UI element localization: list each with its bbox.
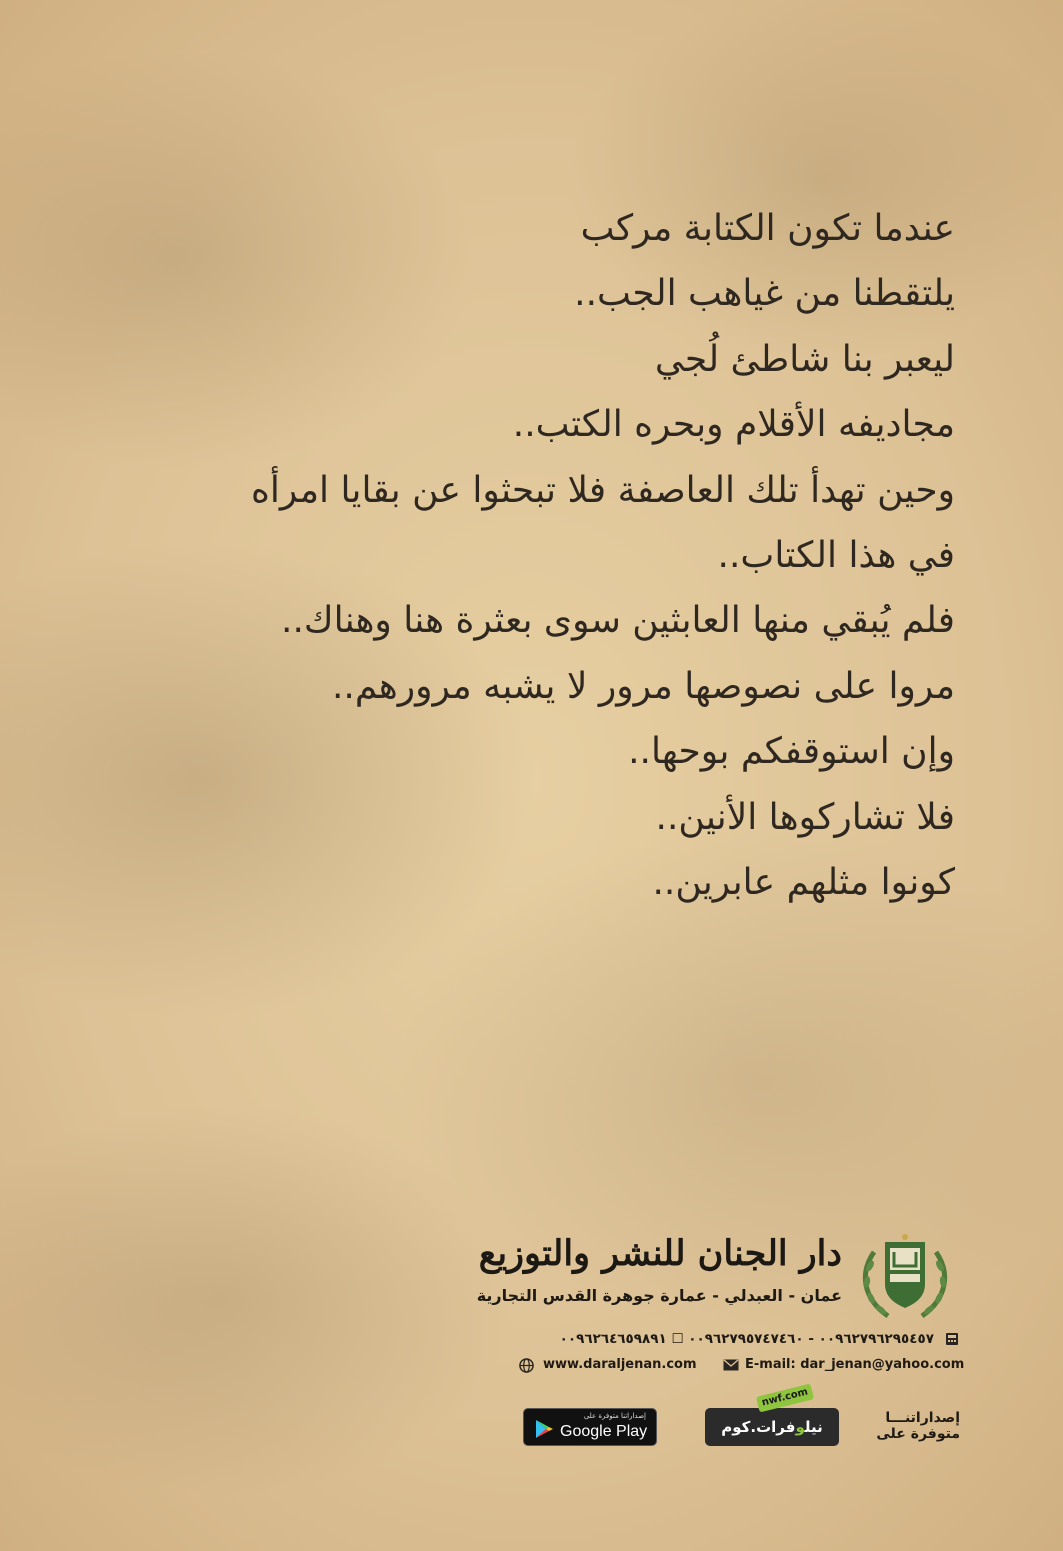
- globe-icon: [519, 1358, 534, 1373]
- google-play-icon: [534, 1419, 554, 1439]
- mail-icon: [723, 1359, 739, 1371]
- phone-icon: [944, 1331, 960, 1347]
- website-link[interactable]: www.daraljenan.com: [543, 1357, 697, 1372]
- poem-line-5: وحين تهدأ تلك العاصفة فلا تبحثوا عن بقايا امرأه: [251, 469, 955, 511]
- nwf-name-part2: فرات.كوم: [721, 1418, 796, 1436]
- poem-line-7: فلم يُبقي منها العابثين سوى بعثرة هنا وهناك..: [281, 600, 955, 642]
- nwf-name-part1: نيل: [804, 1418, 823, 1436]
- poem-line-4: مجاديفه الأقلام وبحره الكتب..: [512, 404, 955, 446]
- publisher-emblem-icon: [854, 1232, 956, 1324]
- publisher-name: دار الجنان للنشر والتوزيع: [478, 1233, 842, 1274]
- nwf-name-and: و: [795, 1418, 805, 1436]
- poem-line-9: وإن استوقفكم بوحها..: [628, 731, 955, 773]
- google-play-badge[interactable]: [523, 1408, 657, 1446]
- phone-row: [515, 1328, 960, 1350]
- poem-line-6: في هذا الكتاب..: [717, 534, 955, 576]
- availability-line-2: متوفرة على: [876, 1426, 960, 1442]
- poem-line-2: يلتقطنا من غياهب الجب..: [574, 273, 955, 315]
- publisher-block: [476, 1232, 965, 1452]
- web-row: [515, 1354, 965, 1376]
- back-cover-poem: [195, 196, 955, 915]
- poem-line-3: ليعبر بنا شاطئ لُجي: [654, 338, 955, 380]
- google-play-label: Google Play: [560, 1423, 648, 1440]
- poem-line-1: عندما تكون الكتابة مركب: [580, 208, 955, 249]
- poem-line-10: فلا تشاركوها الأنين..: [655, 796, 955, 838]
- poem-line-11: كونوا مثلهم عابرين..: [652, 861, 955, 903]
- availability-line-1: إصداراتنـــا: [885, 1410, 960, 1426]
- nwf-store-badge[interactable]: [705, 1386, 839, 1446]
- email-address[interactable]: E-mail: dar_jenan@yahoo.com: [745, 1357, 965, 1372]
- publisher-address: عمان - العبدلي - عمارة جوهرة القدس التجارية: [476, 1286, 842, 1305]
- phone-numbers: ٠٠٩٦٢٧٩٦٢٩٥٤٥٧ - ٠٠٩٦٢٧٩٥٧٤٧٤٦٠ ☐ ٠٠٩٦٢٦٤٦٥٩٨٩١: [559, 1331, 934, 1347]
- google-play-small-text: إصداراتنا متوفرة على: [583, 1412, 646, 1420]
- nwf-tag: nwf.com: [756, 1383, 814, 1412]
- availability-note: [860, 1410, 960, 1442]
- poem-line-8: مروا على نصوصها مرور لا يشبه مرورهم..: [331, 665, 955, 707]
